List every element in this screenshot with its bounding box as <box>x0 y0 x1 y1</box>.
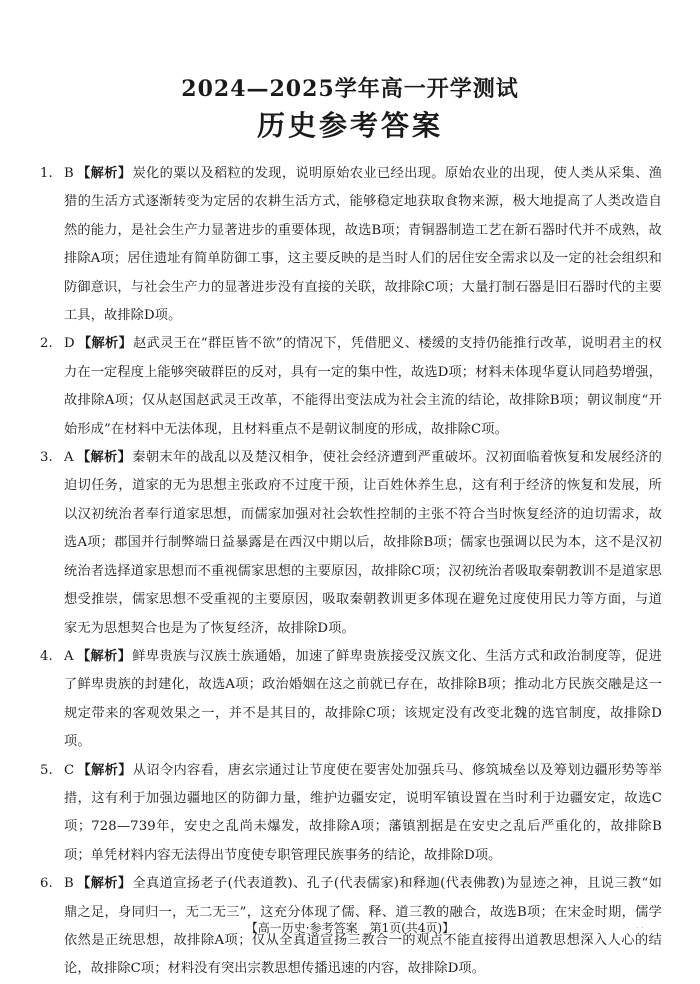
question-number: 3. <box>40 450 53 466</box>
analysis-tag: 【解析】 <box>76 876 132 892</box>
answer-item-2 <box>40 330 662 444</box>
question-number: 5. <box>40 762 53 778</box>
answer-letter: B <box>64 166 74 181</box>
analysis-tag: 【解析】 <box>77 762 132 778</box>
answer-item-3 <box>40 444 662 643</box>
analysis-tag: 【解析】 <box>76 648 132 664</box>
answer-list <box>40 160 662 984</box>
question-number: 4. <box>40 648 53 664</box>
answer-letter: D <box>64 336 75 352</box>
page-footer: 【高一历史·参考答案 第1页(共4页)】 <box>245 921 455 935</box>
analysis-text: 赵武灵王在“群臣皆不欲”的情况下，凭借肥义、楼缓的支持仍能推行改革，说明君主的权力在一定程度上能够突破群臣的反对，具有一定的集中性，故选D项；材料未体现华夏认同趋势增强，故排除A项；仅从赵国赵武灵王改革，不能得出变法成为社会主流的结论，故排除B项；朝议制度“开始形成”在材料中无法体现，且材料重点不是朝议制度的形成，故排除C项。 <box>64 336 662 437</box>
analysis-text: 全真道宣扬老子(代表道教)、孔子(代表儒家)和释迦(代表佛教)为显迹之神，且说三教“如鼎之足，身同归一，无二无三”，这充分体现了儒、释、道三教的融合，故选B项；在宋金时期，儒学依然是正统思想，故排除A项；仅从全真道宣扬三教合一的观点不能直接得出道教思想深入人心的结论，故排除C项；材料没有突出宗教思想传播迅速的内容，故排除D项。 <box>64 876 662 977</box>
analysis-tag: 【解析】 <box>76 450 132 466</box>
question-number: 2. <box>40 336 53 352</box>
answer-item-5 <box>40 757 662 871</box>
corner-mark: . . <box>636 921 644 930</box>
exam-title: 2024—2025学年高一开学测试 <box>181 76 519 102</box>
answer-key-title: 历史参考答案 <box>256 109 443 142</box>
analysis-text: 从诏令内容看，唐玄宗通过让节度使在要害处加强兵马、修筑城垒以及筹划边疆形势等举措，这有利于加强边疆地区的防御力量，维护边疆安定，说明军镇设置在当时利于边疆安定，故选C项；728—739年，安史之乱尚未爆发，故排除A项；藩镇割据是在安史之乱后严重化的，故排除B项；单凭材料内容无法得出节度使专职管理民族事务的结论，故排除D项。 <box>64 762 662 863</box>
answer-letter: A <box>64 450 74 466</box>
answer-item-1 <box>40 160 662 330</box>
answer-letter: A <box>64 648 74 664</box>
answer-letter: C <box>64 762 75 778</box>
analysis-text: 鲜卑贵族与汉族士族通婚，加速了鲜卑贵族接受汉族文化、生活方式和政治制度等，促进了鲜卑贵族的封建化，故选A项；政治婚姻在这之前就已存在，故排除B项；推动北方民族交融是这一规定带来的客观效果之一，并不是其目的，故排除C项；该规定没有改变北魏的选官制度，故排除D项。 <box>64 648 662 750</box>
analysis-tag: 【解析】 <box>76 166 132 181</box>
answer-letter: B <box>64 876 74 892</box>
analysis-tag: 【解析】 <box>77 336 133 352</box>
analysis-text: 秦朝末年的战乱以及楚汉相争，使社会经济遭到严重破坏。汉初面临着恢复和发展经济的迫切任务，道家的无为思想主张政府不过度干预，让百姓休养生息，这有利于经济的恢复和发展，所以汉初统治者奉行道家思想，而儒家加强对社会软性控制的主张不符合当时恢复经济的迫切需求，故选A项；郡国并行制弊端日益暴露是在西汉中期以后，故排除B项；儒家也强调以民为本，这不是汉初统治者选择道家思想而不重视儒家思想的主要原因，故排除C项；汉初统治者吸取秦朝教训不是道家思想受推崇，儒家思想不受重视的主要原因，吸取秦朝教训更多体现在避免过度使用民力等方面，与道家无为思想契合也是为了恢复经济，故排除D项。 <box>64 450 662 636</box>
analysis-text: 炭化的粟以及稻粒的发现，说明原始农业已经出现。原始农业的出现，使人类从采集、渔猎的生活方式逐渐转变为定居的农耕生活方式，能够稳定地获取食物来源，极大地提高了人类改造自然的能力，是社会生产力显著进步的重要体现，故选B项；青铜器制造工艺在新石器时代并不成熟，故排除A项；居住遗址有简单防御工事，这主要反映的是当时人们的居住安全需求以及一定的社会组织和防御意识，与社会生产力的显著进步没有直接的关联，故排除C项；大量打制石器是旧石器时代的主要工具，故排除D项。 <box>64 166 662 324</box>
answer-item-4 <box>40 643 662 757</box>
question-number: 6. <box>40 876 53 892</box>
question-number: 1. <box>40 166 53 181</box>
